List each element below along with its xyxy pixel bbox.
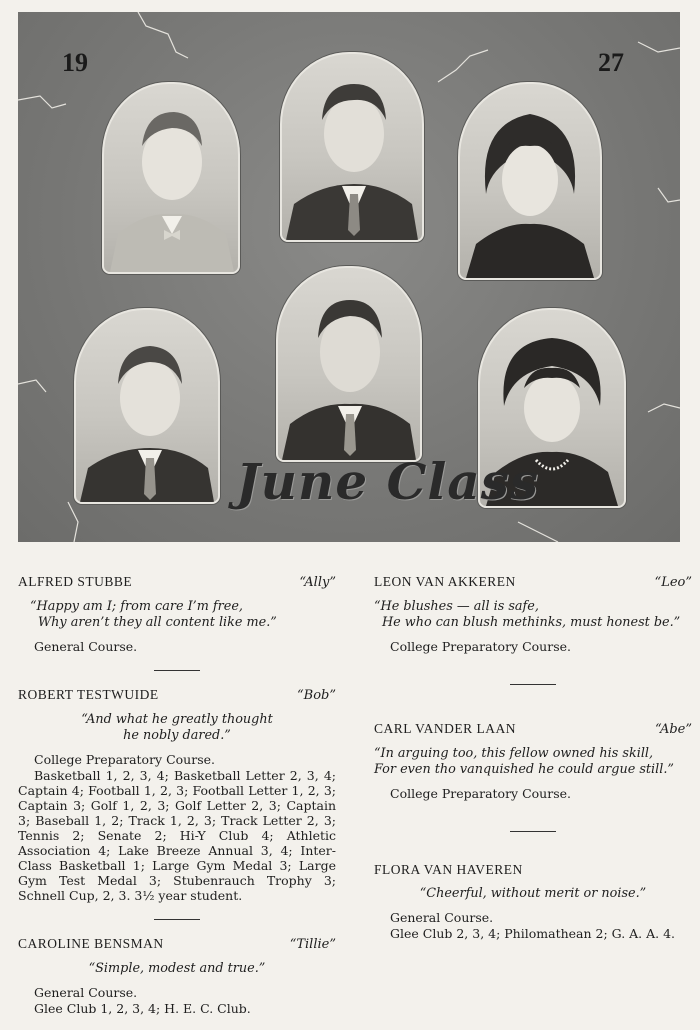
quote-line: “Simple, modest and true.” <box>88 961 266 976</box>
student-entry <box>18 574 336 654</box>
quote-line: “And what he greatly thought <box>81 712 273 727</box>
student-course: General Course. <box>34 985 138 1000</box>
divider <box>154 919 200 920</box>
person-silhouette-icon <box>460 84 600 278</box>
person-silhouette-icon <box>104 84 238 272</box>
quote-line: For even tho vanquished he could argue still.” <box>374 762 674 777</box>
student-name: LEON VAN AKKEREN <box>374 574 516 589</box>
portrait-alfred-stubbe <box>102 82 240 274</box>
student-course: College Preparatory Course. <box>390 786 571 801</box>
student-quote <box>374 746 692 778</box>
year-right: 27 <box>598 48 624 77</box>
person-silhouette-icon <box>282 54 422 240</box>
student-quote <box>374 886 692 902</box>
student-activities: Glee Club 1, 2, 3, 4; H. E. C. Club. <box>34 1001 251 1016</box>
portrait-leon-van-akkeren <box>280 52 424 242</box>
year-left: 19 <box>62 48 88 77</box>
divider <box>510 831 556 832</box>
right-column <box>374 574 692 941</box>
student-course: General Course. <box>34 639 138 654</box>
student-name: CAROLINE BENSMAN <box>18 936 164 951</box>
quote-line: He who can blush methinks, must honest be.” <box>382 615 681 630</box>
person-silhouette-icon <box>278 268 420 460</box>
student-nickname: “Bob” <box>297 688 336 703</box>
student-name: CARL VANDER LAAN <box>374 721 517 736</box>
student-quote <box>374 599 692 631</box>
portrait-carl-vander-laan <box>276 266 422 462</box>
student-course: College Preparatory Course. <box>34 752 215 767</box>
quote-line: he nobly dared.” <box>123 728 231 743</box>
student-activities: Glee Club 2, 3, 4; Philomathean 2; G. A. A. 4. <box>390 926 676 941</box>
quote-line: “Happy am I; from care I’m free, <box>30 599 243 614</box>
student-entry <box>374 574 692 654</box>
student-nickname: “Abe” <box>654 722 692 737</box>
quote-line: “Cheerful, without merit or noise.” <box>419 886 647 901</box>
student-entry <box>18 936 336 1016</box>
student-quote <box>18 961 336 977</box>
student-nickname: “Ally” <box>299 575 336 590</box>
quote-line: “He blushes — all is safe, <box>374 599 539 614</box>
divider <box>510 684 556 685</box>
student-course: General Course. <box>390 910 494 925</box>
class-title: June Class <box>236 452 540 511</box>
class-photo-panel <box>18 12 680 542</box>
portrait-robert-testwuide <box>74 308 220 504</box>
portrait-caroline-bensman <box>458 82 602 280</box>
student-entry <box>374 862 692 941</box>
student-name: ROBERT TESTWUIDE <box>18 687 159 702</box>
student-activities: Basketball 1, 2, 3, 4; Basketball Letter 2, 3, 4; Captain 4; Football 1, 2, 3; Football Letter 1, 2, 3; Captain 3; Golf 1, 2, 3; Golf Letter 2, 3; Captain 3; Baseball 1, 2; Track 1, 2, 3; Track Letter 2, 3; Tennis 2; Senate 2; Hi-Y Club 4; Athletic Association 4; Lake Breeze Annual 3, 4; Inter-Class Basketball 1; Large Gym Medal 3; Large Gym Test Medal 3; Stubenrauch Trophy 3; Schnell Cup, 2, 3. 3½ year student. <box>18 768 336 903</box>
person-silhouette-icon <box>76 310 218 502</box>
quote-line: “In arguing too, this fellow owned his skill, <box>374 746 654 761</box>
student-name: ALFRED STUBBE <box>18 574 133 589</box>
student-nickname: “Leo” <box>654 575 692 590</box>
divider <box>154 670 200 671</box>
student-quote <box>18 712 336 744</box>
student-entry <box>18 687 336 903</box>
quote-line: Why aren’t they all content like me.” <box>38 615 277 630</box>
student-course: College Preparatory Course. <box>390 639 571 654</box>
student-name: FLORA VAN HAVEREN <box>374 862 523 877</box>
student-nickname: “Tillie” <box>289 937 336 952</box>
left-column <box>18 574 336 1016</box>
student-quote <box>30 599 336 631</box>
student-entry <box>374 721 692 801</box>
